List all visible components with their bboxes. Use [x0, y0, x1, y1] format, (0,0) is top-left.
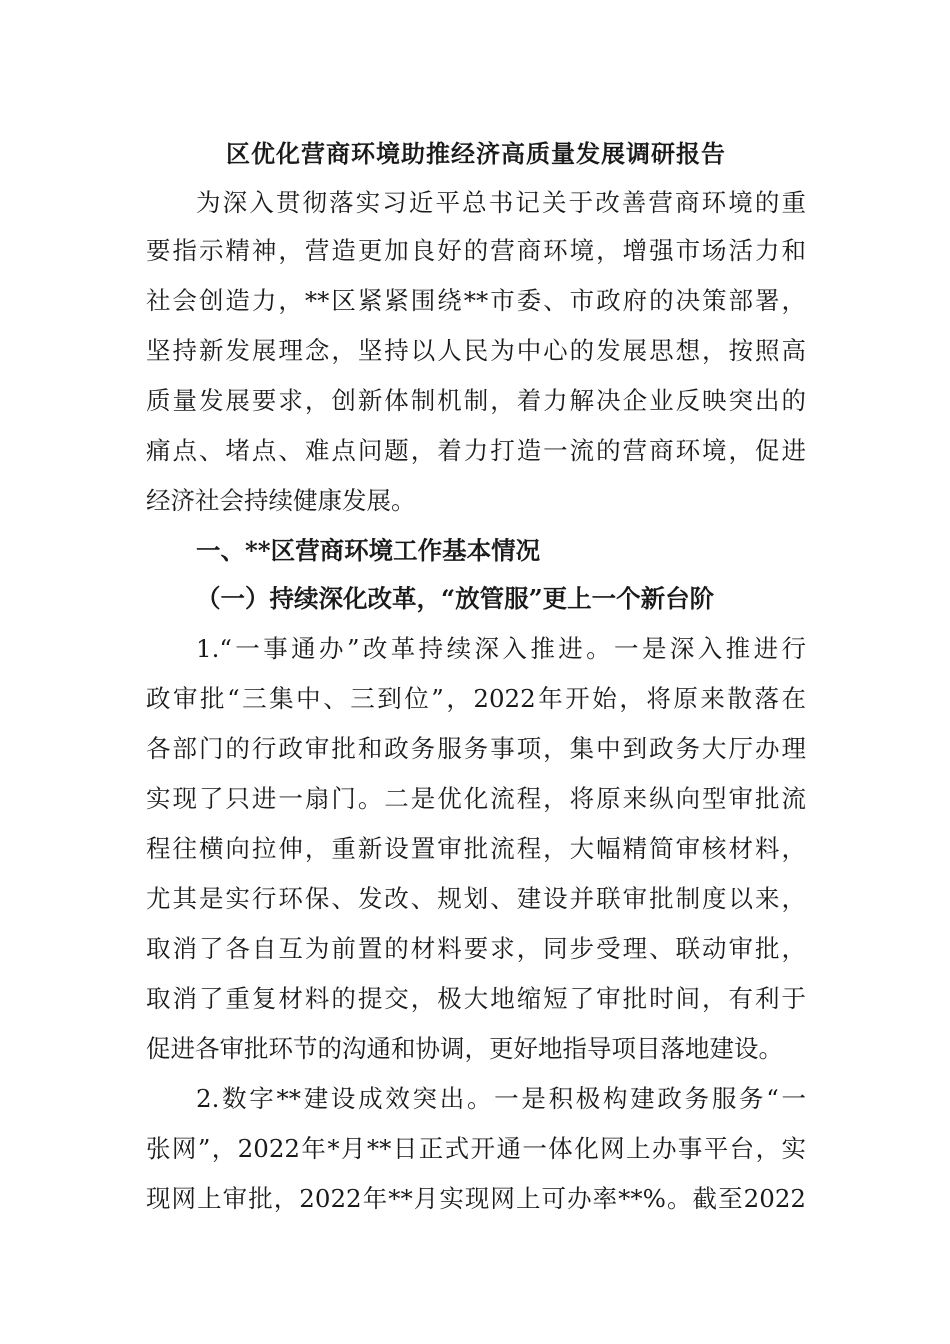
item1-line-8: 取消了重复材料的提交，极大地缩短了审批时间，有利于 [146, 984, 806, 1013]
section-heading: 一、**区营商环境工作基本情况 [196, 536, 541, 565]
intro-line-4: 坚持新发展理念，坚持以人民为中心的发展思想，按照高 [146, 336, 806, 365]
item1-line-3: 各部门的行政审批和政务服务事项，集中到政务大厅办理 [146, 734, 806, 763]
document-title: 区优化营商环境助推经济高质量发展调研报告 [226, 139, 726, 168]
item1-line-5: 程往横向拉伸，重新设置审批流程，大幅精简审核材料， [146, 834, 806, 863]
intro-line-1: 为深入贯彻落实习近平总书记关于改善营商环境的重 [196, 188, 806, 217]
item2-line-3: 现网上审批，2022年**月实现网上可办率**%。截至2022 [146, 1184, 806, 1213]
intro-line-7: 经济社会持续健康发展。 [146, 486, 416, 515]
item2-line-2: 张网”，2022年*月**日正式开通一体化网上办事平台，实 [146, 1134, 806, 1163]
item1-line-4: 实现了只进一扇门。二是优化流程，将原来纵向型审批流 [146, 784, 806, 813]
item1-line-6: 尤其是实行环保、发改、规划、建设并联审批制度以来， [146, 884, 806, 913]
subsection-heading: （一）持续深化改革，“放管服”更上一个新台阶 [196, 584, 715, 613]
item1-line-1: 1.“一事通办”改革持续深入推进。一是深入推进行 [196, 634, 806, 663]
item1-line-2: 政审批“三集中、三到位”，2022年开始，将原来散落在 [146, 684, 806, 713]
item1-line-7: 取消了各自互为前置的材料要求，同步受理、联动审批， [146, 934, 806, 963]
item2-line-1: 2.数字**建设成效突出。一是积极构建政务服务“一 [196, 1084, 806, 1113]
item1-line-9: 促进各审批环节的沟通和协调，更好地指导项目落地建设。 [146, 1034, 783, 1063]
intro-line-2: 要指示精神，营造更加良好的营商环境，增强市场活力和 [146, 236, 806, 265]
intro-line-3: 社会创造力，**区紧紧围绕**市委、市政府的决策部署， [146, 286, 806, 315]
intro-line-6: 痛点、堵点、难点问题，着力打造一流的营商环境，促进 [146, 436, 806, 465]
intro-line-5: 质量发展要求，创新体制机制，着力解决企业反映突出的 [146, 386, 806, 415]
